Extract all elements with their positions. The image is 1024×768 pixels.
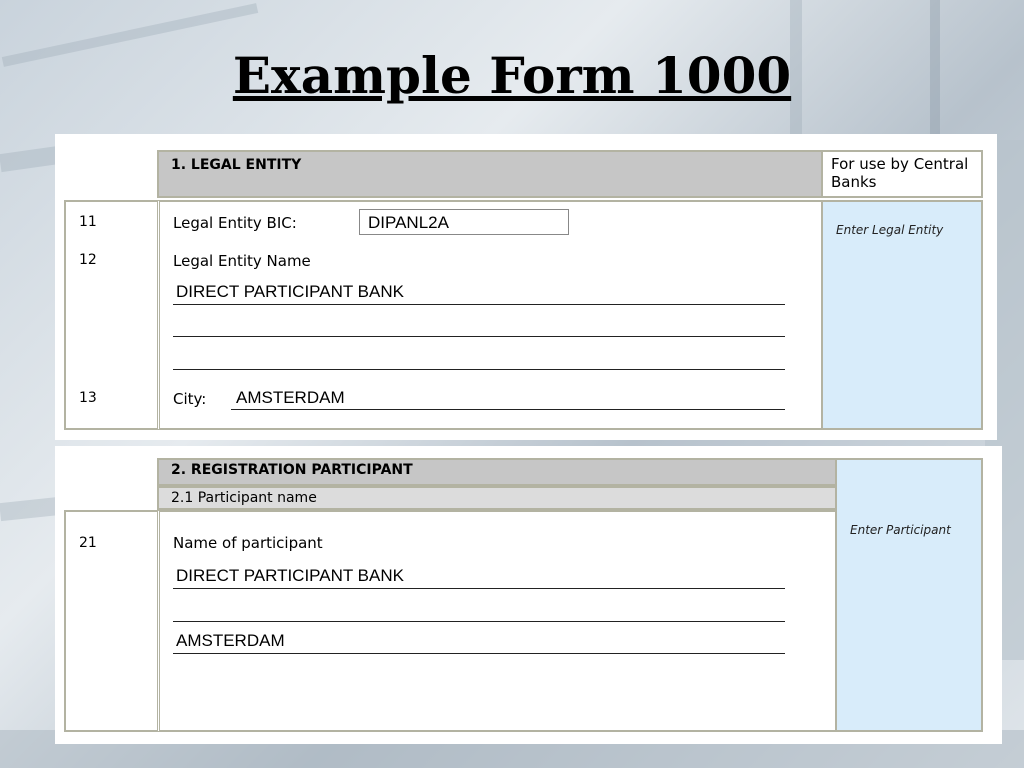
participant-name-line-1[interactable]: DIRECT PARTICIPANT BANK [176, 566, 404, 585]
bic-value: DIPANL2A [368, 213, 449, 232]
legal-entity-name-label: Legal Entity Name [173, 252, 311, 270]
section-header: 1. LEGAL ENTITY [157, 150, 823, 198]
subsection-header: 2.1 Participant name [157, 486, 837, 510]
legal-entity-name-line-1[interactable]: DIRECT PARTICIPANT BANK [176, 282, 404, 301]
input-line [231, 409, 785, 410]
input-line [173, 621, 785, 622]
central-bank-column [835, 458, 983, 732]
input-line [173, 304, 785, 305]
input-line [173, 336, 785, 337]
legal-entity-hint: Enter Legal Entity [836, 223, 944, 237]
row-number: 13 [79, 390, 97, 406]
participant-name-label: Name of participant [173, 534, 323, 552]
city-label: City: [173, 390, 207, 408]
city-value[interactable]: AMSTERDAM [236, 388, 345, 407]
input-line [173, 653, 785, 654]
bic-label: Legal Entity BIC: [173, 214, 297, 232]
legal-entity-section [55, 134, 997, 440]
page-title: Example Form 1000 [232, 46, 792, 105]
background-beam [0, 146, 61, 172]
row-number: 12 [79, 252, 97, 268]
section-header: 2. REGISTRATION PARTICIPANT [157, 458, 837, 486]
background-beam [0, 497, 61, 521]
row-number: 11 [79, 214, 97, 230]
participant-name-line-3[interactable]: AMSTERDAM [176, 631, 285, 650]
registration-participant-section [55, 446, 1002, 744]
participant-hint: Enter Participant [850, 523, 951, 537]
row-number: 21 [79, 535, 97, 551]
input-line [173, 588, 785, 589]
input-line [173, 369, 785, 370]
central-bank-header: For use by Central Banks [821, 150, 983, 198]
